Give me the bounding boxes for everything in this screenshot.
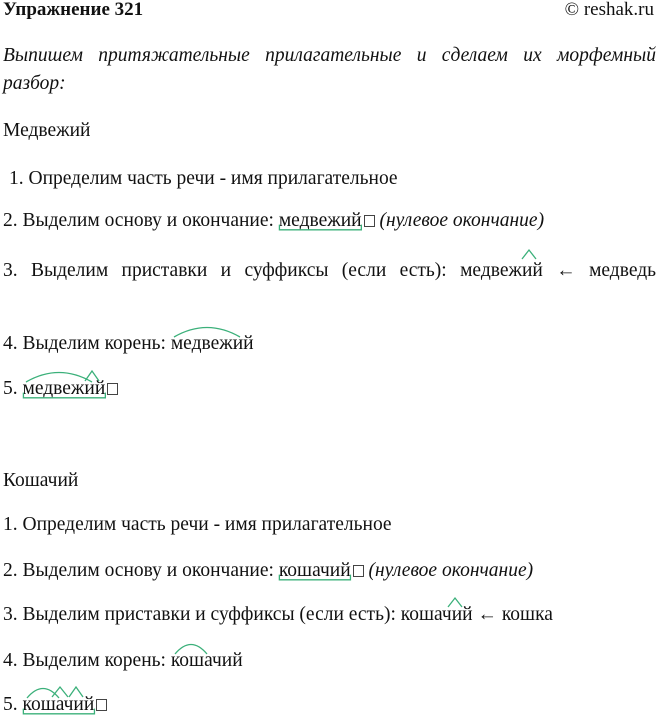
step-1-part-of-speech: 1. Определим часть речи - имя прилагательное bbox=[3, 514, 392, 535]
step-label: 5. bbox=[3, 378, 23, 399]
word-text: медвежий bbox=[22, 378, 106, 399]
step-4-root bbox=[3, 650, 243, 672]
word-text: кошачий bbox=[278, 560, 351, 581]
marked-word bbox=[171, 650, 243, 672]
step-5-full-analysis bbox=[3, 694, 107, 716]
derivation-arrow: ← bbox=[477, 604, 497, 625]
step-2-stem-ending bbox=[3, 560, 533, 582]
marked-word bbox=[171, 333, 254, 355]
zero-ending-box bbox=[353, 565, 364, 577]
step-4-root bbox=[3, 333, 254, 355]
step-3-prefix-suffix bbox=[3, 256, 656, 286]
step-2-stem-ending bbox=[3, 210, 544, 232]
step-label: 3. Выделим приставки и суффиксы (если есть): bbox=[3, 260, 461, 281]
step-1-part-of-speech: 1. Определим часть речи - имя прилагательное bbox=[9, 168, 398, 189]
step-label: 3. Выделим приставки и суффиксы (если есть): bbox=[3, 604, 401, 625]
step-label: 4. Выделим корень: bbox=[3, 650, 171, 671]
step-label: 2. Выделим основу и окончание: bbox=[3, 560, 279, 581]
word-text: медвежий bbox=[278, 210, 362, 231]
zero-ending-box bbox=[107, 383, 118, 395]
copyright-label: © reshak.ru bbox=[564, 0, 654, 20]
step-label: 4. Выделим корень: bbox=[3, 333, 171, 354]
marked-word bbox=[23, 378, 106, 400]
origin-word: медведь bbox=[589, 260, 657, 281]
step-3-prefix-suffix bbox=[3, 604, 553, 626]
section-word-koshachiy: Кошачий bbox=[3, 470, 79, 491]
word-text: медвежий bbox=[170, 333, 254, 354]
marked-word bbox=[279, 210, 362, 232]
zero-ending-box bbox=[96, 699, 107, 711]
header bbox=[3, 0, 654, 26]
word-text: кошачий bbox=[400, 604, 473, 625]
exercise-title: Упражнение 321 bbox=[3, 0, 144, 20]
marked-word bbox=[279, 560, 351, 582]
ending-note: (нулевое окончание) bbox=[379, 210, 545, 231]
marked-word bbox=[23, 694, 95, 716]
marked-word bbox=[460, 256, 543, 286]
section-word-medvezhiy: Медвежий bbox=[3, 120, 91, 141]
word-text: медвежий bbox=[460, 260, 543, 281]
step-label: 2. Выделим основу и окончание: bbox=[3, 210, 279, 231]
word-text: кошачий bbox=[22, 694, 95, 715]
suffix-mark bbox=[521, 248, 537, 260]
origin-word: кошка bbox=[501, 604, 553, 625]
zero-ending-box bbox=[364, 215, 375, 227]
word-text: кошачий bbox=[170, 650, 243, 671]
ending-note: (нулевое окончание) bbox=[368, 560, 534, 581]
derivation-arrow: ← bbox=[556, 260, 576, 281]
step-label: 5. bbox=[3, 694, 23, 715]
step-5-full-analysis bbox=[3, 378, 118, 400]
intro-text: Выпишем притяжательные прилагательные и сделаем их морфемный разбор: bbox=[3, 45, 656, 94]
marked-word bbox=[401, 604, 473, 626]
